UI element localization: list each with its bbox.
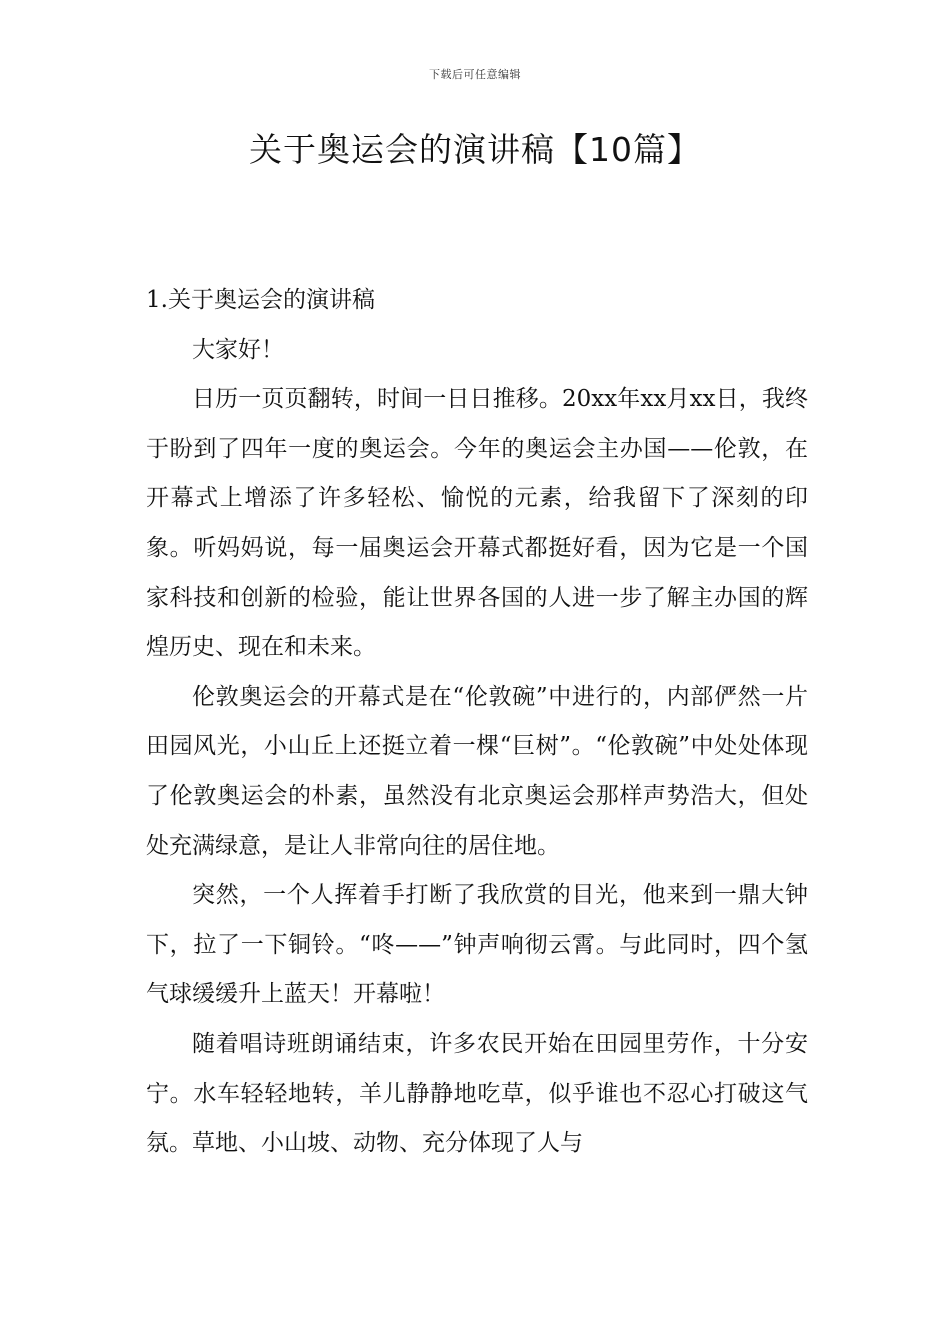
- section-heading: 1.关于奥运会的演讲稿: [146, 287, 375, 313]
- paragraph-london-bowl: 伦敦奥运会的开幕式是在“伦敦碗”中进行的，内部俨然一片田园风光，小山丘上还挺立着一棵“巨树”。“伦敦碗”中处处体现了伦敦奥运会的朴素，虽然没有北京奥运会那样声势浩大，但处处充满绿意，是让人非常向往的居住地。: [146, 683, 808, 859]
- paragraph-pastoral: 随着唱诗班朗诵结束，许多农民开始在田园里劳作，十分安宁。水车轻轻地转，羊儿静静地吃草，似乎谁也不忍心打破这气氛。草地、小山坡、动物、充分体现了人与: [146, 1030, 808, 1157]
- page-header-note: 下载后可任意编辑: [429, 68, 521, 81]
- document-body: [146, 276, 808, 1169]
- document-title: 关于奥运会的演讲稿【10篇】: [249, 130, 701, 169]
- paragraph-bell: 突然，一个人挥着手打断了我欣赏的目光，他来到一鼎大钟下，拉了一下铜铃。“咚——”钟声响彻云霄。与此同时，四个氢气球缓缓升上蓝天！开幕啦！: [146, 882, 808, 1008]
- paragraph-opening: 日历一页页翻转，时间一日日推移。20xx年xx月xx日，我终于盼到了四年一度的奥运会。今年的奥运会主办国——伦敦，在开幕式上增添了许多轻松、愉悦的元素，给我留下了深刻的印象。听妈妈说，每一届奥运会开幕式都挺好看，因为它是一个国家科技和创新的检验，能让世界各国的人进一步了解主办国的辉煌历史、现在和未来。: [146, 386, 808, 661]
- paragraph-greeting: 大家好！: [192, 336, 284, 363]
